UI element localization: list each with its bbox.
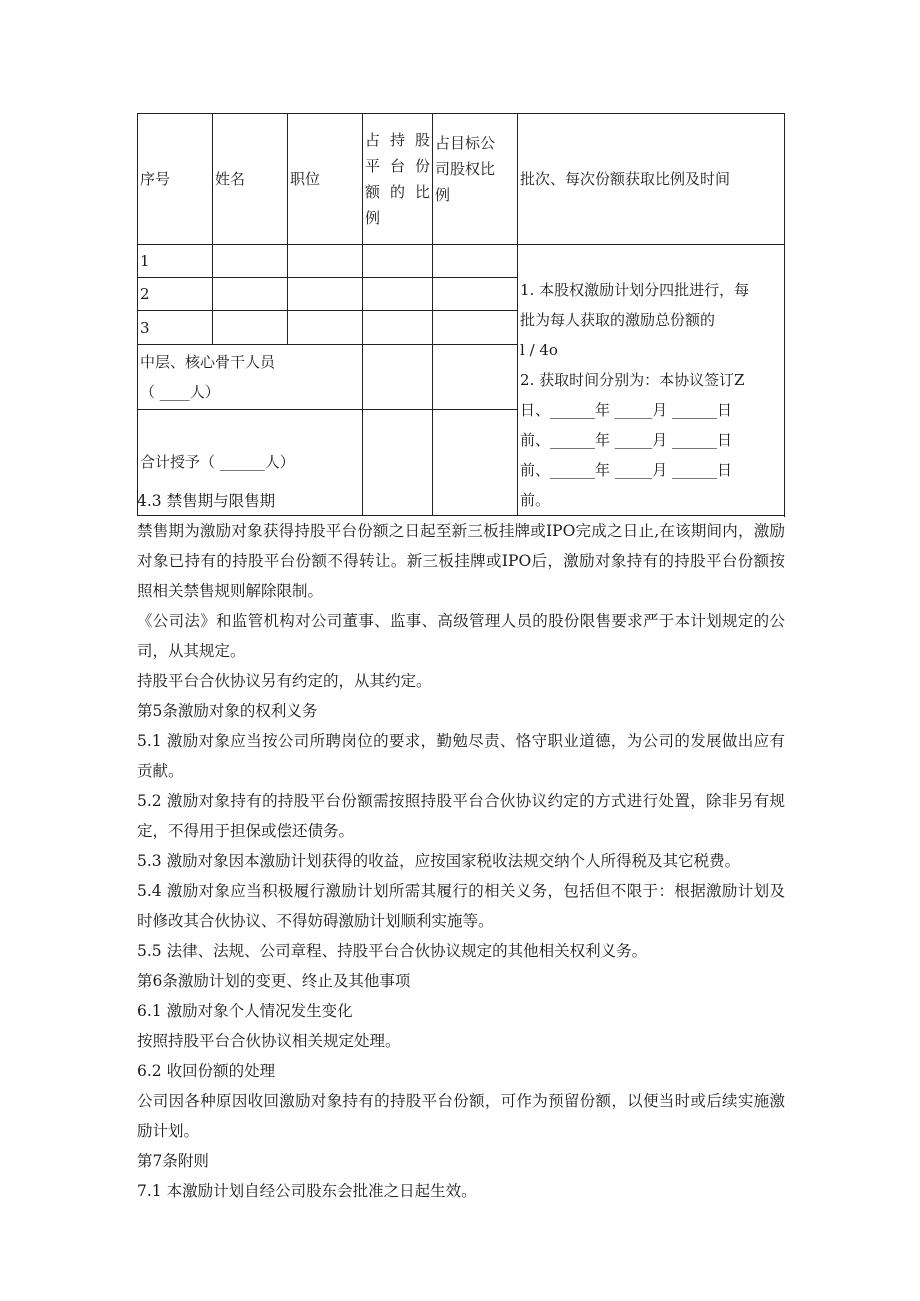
header-platform-ratio <box>363 114 433 245</box>
header-platform-ratio-line: 例 <box>365 209 381 227</box>
row-target-ratio-cell <box>433 311 518 344</box>
paragraph: 5.1 激励对象应当按公司所聘岗位的要求，勤勉尽责、恪守职业道德，为公司的发展做出应有贡献。 <box>137 732 785 780</box>
table-header-row <box>138 114 785 245</box>
header-target-ratio <box>433 114 518 245</box>
paragraph: 按照持股平台合伙协议相关规定处理。 <box>137 1032 401 1050</box>
paragraph: 禁售期为激励对象获得持股平台份额之日起至新三板挂牌或IPO完成之日止,在该期间内，激励对象已持有的持股平台份额不得转让。新三板挂牌或IPO后，激励对象持有的持股平台份额按照相关禁售规则解除限制。 <box>137 522 785 600</box>
row-target-ratio-cell <box>433 278 518 311</box>
paragraph: 5.2 激励对象持有的持股平台份额需按照持股平台合伙协议约定的方式进行处置，除非另有规定，不得用于担保或偿还债务。 <box>137 792 785 840</box>
total-label: 合计授予（ ______人） <box>138 409 363 515</box>
paragraph: 5.5 法律、法规、公司章程、持股平台合伙协议规定的其他相关权利义务。 <box>137 942 648 960</box>
middle-staff-line: 中层、核心骨干人员 <box>140 352 276 371</box>
section-heading: 第5条激励对象的权利义务 <box>137 702 318 720</box>
batch-line: 批为每人获取的激励总份额的 <box>520 311 716 329</box>
row-target-ratio-cell <box>433 245 518 278</box>
row-position-cell <box>288 245 363 278</box>
paragraph: 公司因各种原因收回激励对象持有的持股平台份额，可作为预留份额，以便当时或后续实施激励计划。 <box>137 1092 785 1140</box>
header-batch: 批次、每次份额获取比例及时间 <box>518 114 785 245</box>
row-name-cell <box>213 278 288 311</box>
row-name-cell <box>213 245 288 278</box>
row-name-cell <box>213 311 288 344</box>
table-row <box>138 245 785 278</box>
row-no: 3 <box>138 311 213 344</box>
row-position-cell <box>288 311 363 344</box>
paragraph: 5.4 激励对象应当积极履行激励计划所需其履行的相关义务，包括但不限于：根据激励计划及时修改其合伙协议、不得妨碍激励计划顺利实施等。 <box>137 882 785 930</box>
section-heading: 4.3 禁售期与限售期 <box>137 492 276 510</box>
batch-line: 前、______年 _____月 ______日 <box>520 431 733 449</box>
row-platform-ratio-cell <box>363 245 433 278</box>
batch-line: 日、______年 _____月 ______日 <box>520 401 733 419</box>
header-position: 职位 <box>288 114 363 245</box>
row-no: 1 <box>138 245 213 278</box>
batch-line: 前、______年 _____月 ______日 <box>520 461 733 479</box>
header-platform-ratio-line: 占 持 股 <box>365 131 430 149</box>
middle-staff-line: （ ____人） <box>140 382 220 401</box>
paragraph: 《公司法》和监管机构对公司董事、监事、高级管理人员的股份限售要求严于本计划规定的公司，从其规定。 <box>137 612 785 660</box>
paragraph: 5.3 激励对象因本激励计划获得的收益，应按国家税收法规交纳个人所得税及其它税费。 <box>137 852 741 870</box>
header-no: 序号 <box>138 114 213 245</box>
header-target-ratio-line: 司股权比 <box>435 160 496 178</box>
section-heading: 第6条激励计划的变更、终止及其他事项 <box>137 972 411 990</box>
paragraph: 6.1 激励对象个人情况发生变化 <box>137 1002 353 1020</box>
row-platform-ratio-cell <box>363 344 433 409</box>
paragraph: 持股平台合伙协议另有约定的，从其约定。 <box>137 672 432 690</box>
middle-staff-label <box>138 344 363 409</box>
row-position-cell <box>288 278 363 311</box>
header-name: 姓名 <box>213 114 288 245</box>
incentive-allocation-table <box>137 113 785 516</box>
batch-line: 前。 <box>520 491 551 509</box>
batch-line: 1. 本股权激励计划分四批进行，每 <box>520 281 750 299</box>
header-platform-ratio-line: 额 的 比 <box>365 183 430 201</box>
row-platform-ratio-cell <box>363 311 433 344</box>
header-target-ratio-line: 占目标公 <box>435 134 496 152</box>
batch-line: l / 4o <box>520 341 558 359</box>
section-heading: 第7条附则 <box>137 1152 209 1170</box>
row-no: 2 <box>138 278 213 311</box>
header-platform-ratio-line: 平 台 份 <box>365 157 430 175</box>
header-target-ratio-line: 例 <box>435 186 451 204</box>
row-platform-ratio-cell <box>363 278 433 311</box>
batch-schedule-cell <box>518 245 785 516</box>
paragraph: 7.1 本激励计划自经公司股东会批准之日起生效。 <box>137 1182 477 1200</box>
paragraph: 6.2 收回份额的处理 <box>137 1062 276 1080</box>
row-target-ratio-cell <box>433 344 518 409</box>
document-body <box>137 486 785 1206</box>
batch-line: 2. 获取时间分别为：本协议签订Z <box>520 371 745 389</box>
